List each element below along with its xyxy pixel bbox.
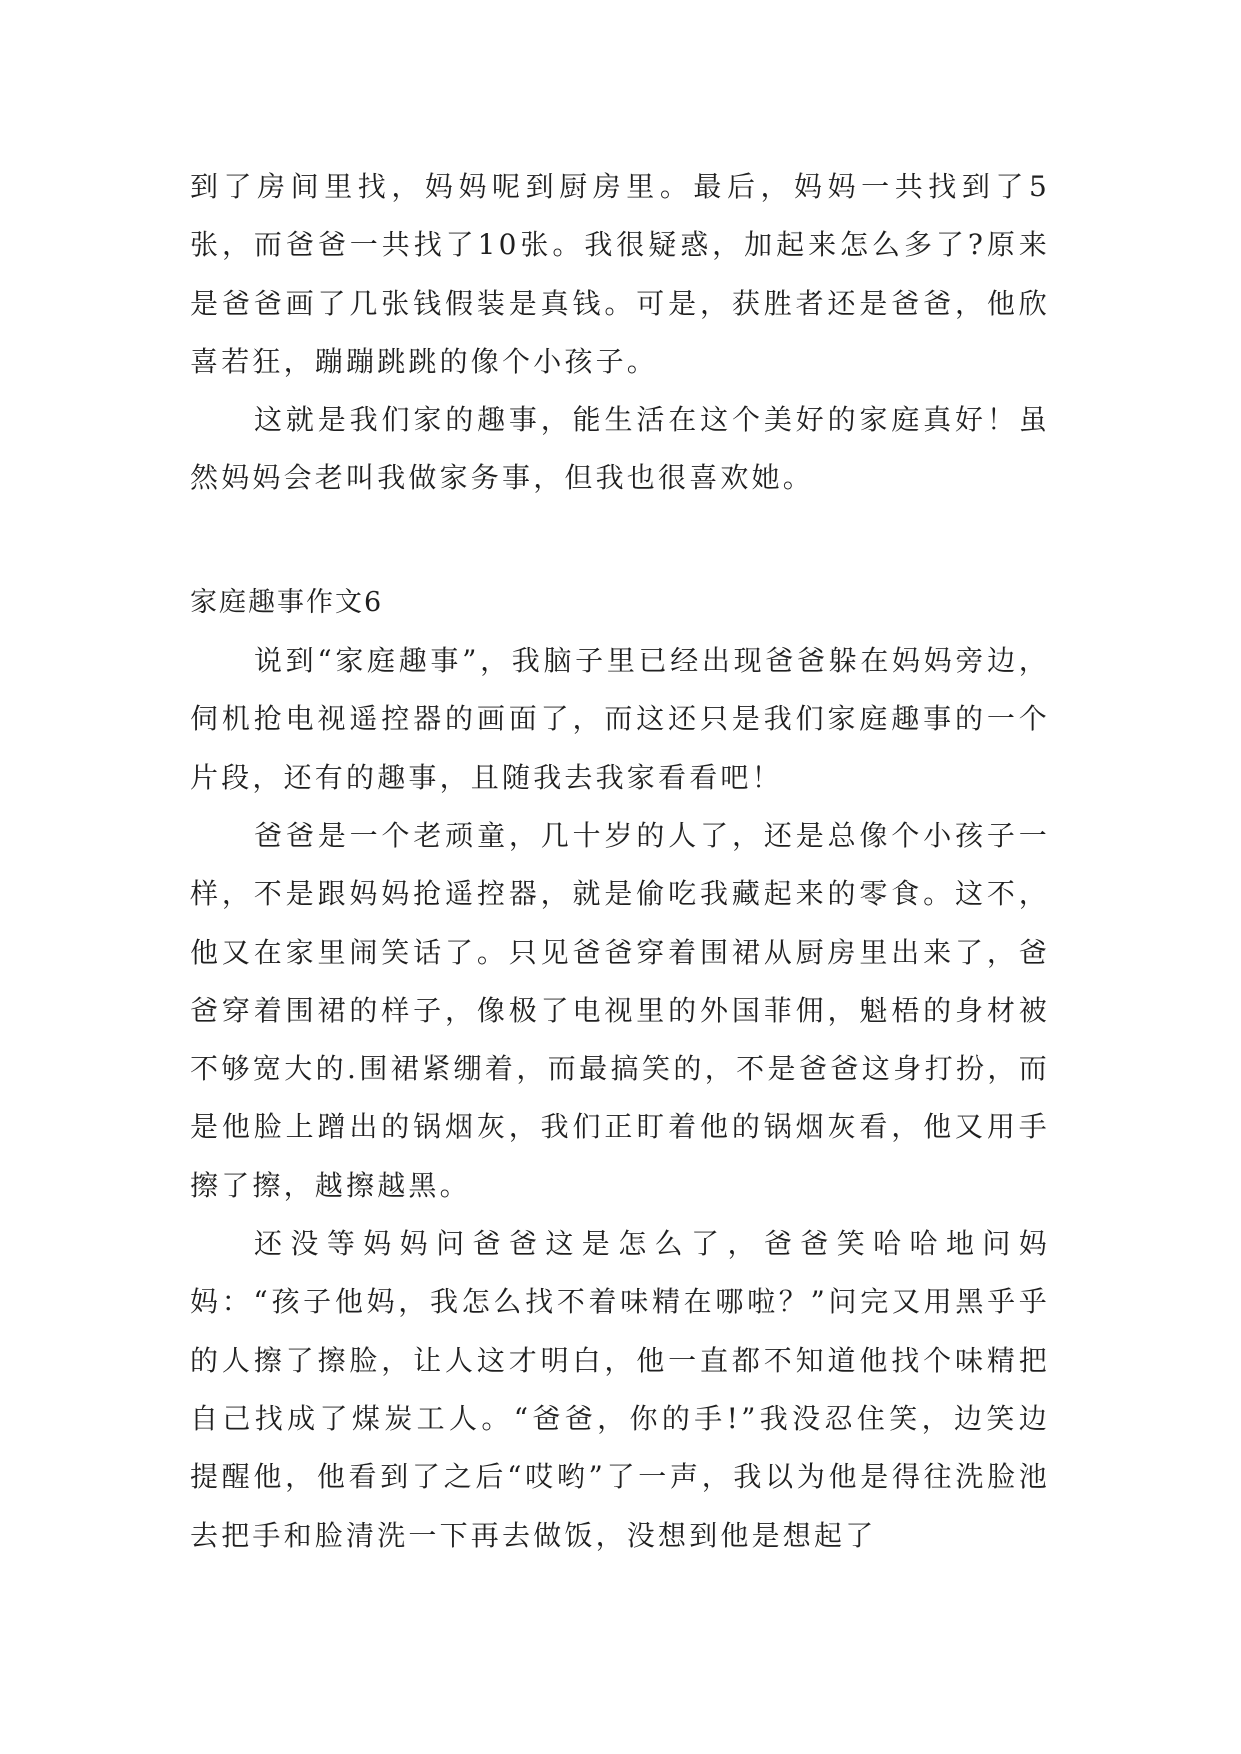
document-body <box>190 158 1050 1565</box>
closing-paragraph: 这就是我们家的趣事，能生活在这个美好的家庭真好！虽然妈妈会老叫我做家务事，但我也很喜欢她。 <box>190 403 1050 495</box>
section-title: 家庭趣事作文6 <box>190 586 384 618</box>
continuation-paragraph: 到了房间里找，妈妈呢到厨房里。最后，妈妈一共找到了5张，而爸爸一共找了10张。我很疑惑，加起来怎么多了?原来是爸爸画了几张钱假装是真钱。可是，获胜者还是爸爸，他欣喜若狂，蹦蹦跳跳的像个小孩子。 <box>190 170 1050 378</box>
body-paragraph-1: 说到“家庭趣事”，我脑子里已经出现爸爸躲在妈妈旁边，伺机抢电视遥控器的画面了，而这还只是我们家庭趣事的一个片段，还有的趣事，且随我去我家看看吧！ <box>190 644 1050 794</box>
body-paragraph-2: 爸爸是一个老顽童，几十岁的人了，还是总像个小孩子一样，不是跟妈妈抢遥控器，就是偷吃我藏起来的零食。这不，他又在家里闹笑话了。只见爸爸穿着围裙从厨房里出来了，爸爸穿着围裙的样子，像极了电视里的外国菲佣，魁梧的身材被不够宽大的.围裙紧绷着，而最搞笑的，不是爸爸这身打扮，而是他脸上蹭出的锅烟灰，我们正盯着他的锅烟灰看，他又用手擦了擦，越擦越黑。 <box>190 818 1050 1202</box>
body-paragraph-3: 还没等妈妈问爸爸这是怎么了，爸爸笑哈哈地问妈妈：“孩子他妈，我怎么找不着味精在哪啦？”问完又用黑乎乎的人擦了擦脸，让人这才明白，他一直都不知道他找个味精把自己找成了煤炭工人。“爸爸，你的手!”我没忍住笑，边笑边提醒他，他看到了之后“哎哟”了一声，我以为他是得往洗脸池去把手和脸清洗一下再去做饭，没想到他是想起了 <box>190 1227 1050 1552</box>
